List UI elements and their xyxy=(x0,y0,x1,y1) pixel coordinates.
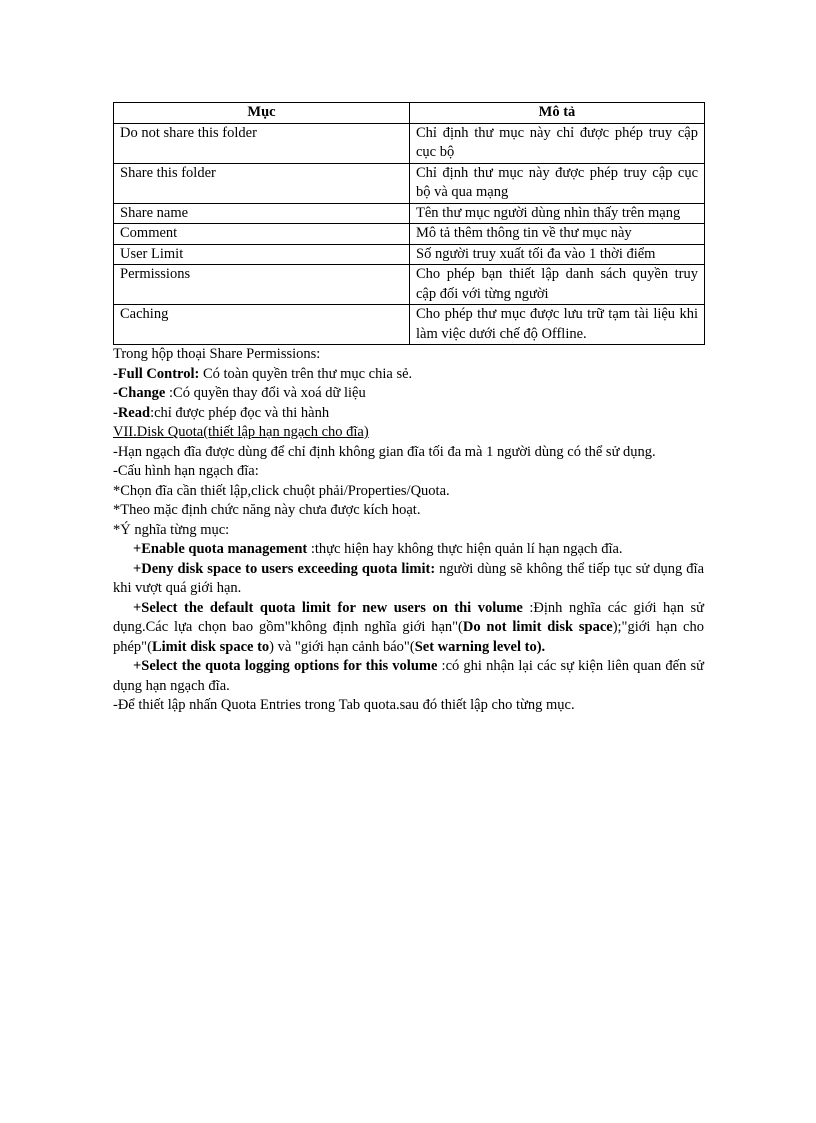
item-deny-disk-space xyxy=(113,560,704,599)
read-label: -Read xyxy=(113,404,151,421)
column-header-muc: Mục xyxy=(114,103,410,124)
item-logging-options-text: :có ghi nhận lại các sự kiện liên quan đến sử dụng hạn ngạch đĩa. xyxy=(113,658,705,694)
table-cell-description: Cho phép bạn thiết lập danh sách quyền truy cập đối với từng người xyxy=(410,265,705,305)
quota-description: -Hạn ngạch đĩa được dùng để chỉ định không gian đĩa tối đa mà 1 người dùng có thể sử dụng. xyxy=(113,443,656,460)
item-default-quota-limit-bold-c: Set warning level to). xyxy=(414,638,546,655)
table-row xyxy=(114,265,705,305)
column-header-mo-ta: Mô tả xyxy=(410,103,705,124)
table-cell-item: Caching xyxy=(114,305,410,345)
change-label: -Change xyxy=(113,385,166,401)
read-paragraph xyxy=(113,404,704,424)
item-enable-quota-text: :thực hiện hay không thực hiện quản lí hạn ngạch đĩa. xyxy=(307,541,623,557)
table-row xyxy=(114,203,705,224)
full-control-label: -Full Control: xyxy=(113,365,200,382)
table-cell-item: Comment xyxy=(114,224,410,245)
change-paragraph xyxy=(113,384,704,404)
item-default-quota-limit-text-b: );"giới hạn cho phép"( xyxy=(113,619,704,655)
step-2: *Theo mặc định chức năng này chưa được kích hoạt. xyxy=(113,502,421,518)
item-enable-quota-label: +Enable quota management xyxy=(133,541,308,557)
table-cell-item: Permissions xyxy=(114,265,410,305)
table-cell-description: Số người truy xuất tối đa vào 1 thời điểm xyxy=(410,244,705,265)
table-row xyxy=(114,305,705,345)
document-page xyxy=(113,102,704,716)
item-default-quota-limit-text-c: ) và "giới hạn cảnh báo"( xyxy=(269,638,415,655)
table-cell-item: Share name xyxy=(114,203,410,224)
table-row xyxy=(114,123,705,163)
item-logging-options xyxy=(113,657,704,696)
table-row xyxy=(114,244,705,265)
config-heading: -Cấu hình hạn ngạch đĩa: xyxy=(113,463,259,479)
read-text: :chỉ được phép đọc và thi hành xyxy=(150,404,330,421)
table-header-row xyxy=(114,103,705,124)
full-control-paragraph xyxy=(113,365,704,385)
item-logging-options-label: +Select the quota logging options for this volume xyxy=(133,658,438,674)
table-cell-item: User Limit xyxy=(114,244,410,265)
table-cell-description: Chỉ định thư mục này chỉ được phép truy cập cục bộ xyxy=(410,123,705,163)
table-row xyxy=(114,163,705,203)
item-deny-disk-space-label: +Deny disk space to users exceeding quota limit: xyxy=(133,560,436,577)
table-row xyxy=(114,224,705,245)
item-default-quota-limit-bold-a: Do not limit disk space xyxy=(462,619,613,635)
item-default-quota-limit xyxy=(113,599,704,658)
final-paragraph: -Để thiết lập nhấn Quota Entries trong Tab quota.sau đó thiết lập cho từng mục. xyxy=(113,697,575,713)
item-deny-disk-space-text: người dùng sẽ không thể tiếp tục sử dụng đĩa khi vượt quá giới hạn. xyxy=(113,560,705,596)
table-cell-description: Cho phép thư mục được lưu trữ tạm tài liệu khi làm việc dưới chế độ Offline. xyxy=(410,305,705,345)
table-cell-description: Chỉ định thư mục này được phép truy cập cục bộ và qua mạng xyxy=(410,163,705,203)
table-cell-description: Mô tả thêm thông tin về thư mục này xyxy=(410,224,705,245)
item-default-quota-limit-bold-b: Limit disk space to xyxy=(151,638,270,655)
table-cell-item: Do not share this folder xyxy=(114,123,410,163)
step-1: *Chọn đĩa cần thiết lập,click chuột phải/Properties/Quota. xyxy=(113,482,450,499)
section-title xyxy=(113,423,704,443)
item-default-quota-limit-label: +Select the default quota limit for new users on thi volume xyxy=(133,599,523,616)
share-options-table xyxy=(113,102,705,345)
meaning-heading: *Ý nghĩa từng mục: xyxy=(113,521,230,538)
change-text: :Có quyền thay đổi và xoá dữ liệu xyxy=(165,385,366,401)
table-cell-description: Tên thư mục người dùng nhìn thấy trên mạng xyxy=(410,203,705,224)
table-cell-item: Share this folder xyxy=(114,163,410,203)
item-enable-quota xyxy=(113,540,704,560)
item-default-quota-limit-text-a: :Định nghĩa các giới hạn sử dụng.Các lựa chọn bao gồm"không định nghĩa giới hạn"( xyxy=(113,599,704,635)
intro-paragraph: Trong hộp thoại Share Permissions: xyxy=(113,346,321,362)
section-title-text: VII.Disk Quota(thiết lập hạn ngạch cho đĩa) xyxy=(113,424,369,440)
full-control-text: Có toàn quyền trên thư mục chia sẻ. xyxy=(199,365,413,382)
